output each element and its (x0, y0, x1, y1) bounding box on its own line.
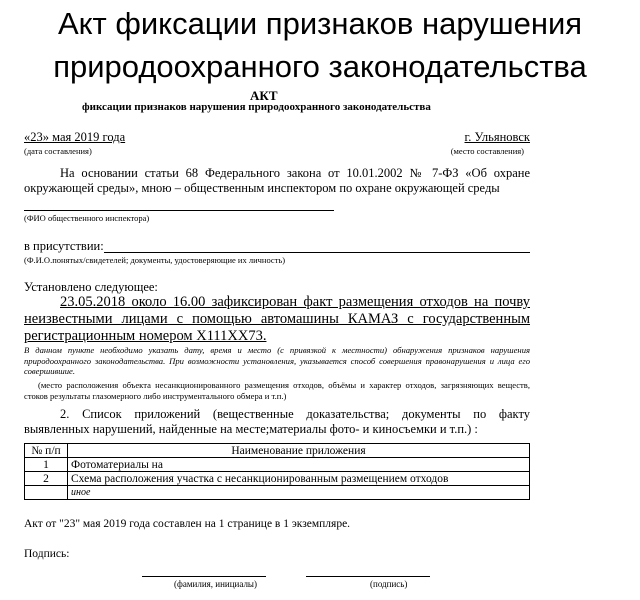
row-number: 2 (25, 472, 68, 486)
row-continuation: иное (68, 486, 530, 500)
table-row (25, 472, 530, 486)
table-row (25, 486, 530, 500)
signature-label: Подпись: (24, 548, 70, 560)
slide-title (0, 2, 640, 88)
finding-paragraph (24, 294, 530, 345)
act-title: АКТ (250, 88, 278, 103)
date-caption: (дата составления) (24, 146, 92, 156)
act-subtitle: фиксации признаков нарушения природоохранного законодательства (82, 101, 431, 113)
presence-caption: (Ф.И.О.понятых/свидетелей; документы, удостоверяющие их личность) (24, 255, 286, 265)
signature-line (306, 576, 430, 577)
final-statement: Акт от "23" мая 2019 года составлен на 1 странице в 1 экземпляре. (24, 518, 351, 530)
name-line (142, 576, 266, 577)
signature-caption: (подпись) (370, 579, 408, 589)
fio-caption: (ФИО общественного инспектора) (24, 213, 150, 223)
header-number: № п/п (25, 444, 68, 458)
act-city: г. Ульяновск (464, 130, 530, 144)
slide-title-line-1: Акт фиксации признаков нарушения (57, 6, 583, 41)
presence-label: в присутствии: (24, 239, 104, 253)
table-row (25, 458, 530, 472)
location-caption: (место расположения объекта несанкционированного размещения отходов, объёмы и характер отходов, загрязняющих веществ, стоков результаты глазомерного либо инструментального обмера и т.п.) (24, 380, 530, 401)
fio-line (24, 210, 334, 211)
presence-line (104, 252, 530, 253)
act-date-value: «23» мая 2019 года (24, 130, 126, 144)
instruction-note: В данном пункте необходимо указать дату, время и место (с привязкой к местности) обнаружения признаков нарушения природоохранного законодательства. При возможности установления, указывается способ совершения правонарушения и лица его совершившие. (24, 345, 530, 376)
established-label: Установлено следующее: (24, 280, 158, 294)
row-name: Схема расположения участка с несанкционированным размещением отходов (68, 472, 530, 486)
act-date (24, 130, 125, 145)
name-caption: (фамилия, инициалы) (174, 579, 257, 589)
table-header-row (25, 444, 530, 458)
header-name: Наименование приложения (68, 444, 530, 458)
slide-title-line-2: природоохранного законодательства (53, 49, 587, 84)
row-name: Фотоматериалы на (68, 458, 530, 472)
row-number-empty (25, 486, 68, 500)
appendix-intro: 2. Список приложений (вещественные доказательства; документы по факту выявленных нарушений, найденные на месте;материалы фото- и киносъемки и т.п.) : (24, 407, 530, 436)
row-number: 1 (25, 458, 68, 472)
basis-paragraph: На основании статьи 68 Федерального закона от 10.01.2002 № 7-ФЗ «Об охране окружающей среды», мною – общественным инспектором по охране окружающей среды (24, 166, 530, 195)
finding-text: 23.05.2018 около 16.00 зафиксирован факт размещения отходов на почву неизвестными лицами с помощью автомашины КАМАЗ с государственным регистрационным номером Х111ХХ73. (24, 294, 530, 344)
appendix-table (24, 443, 530, 500)
place-caption: (место составления) (450, 146, 524, 156)
